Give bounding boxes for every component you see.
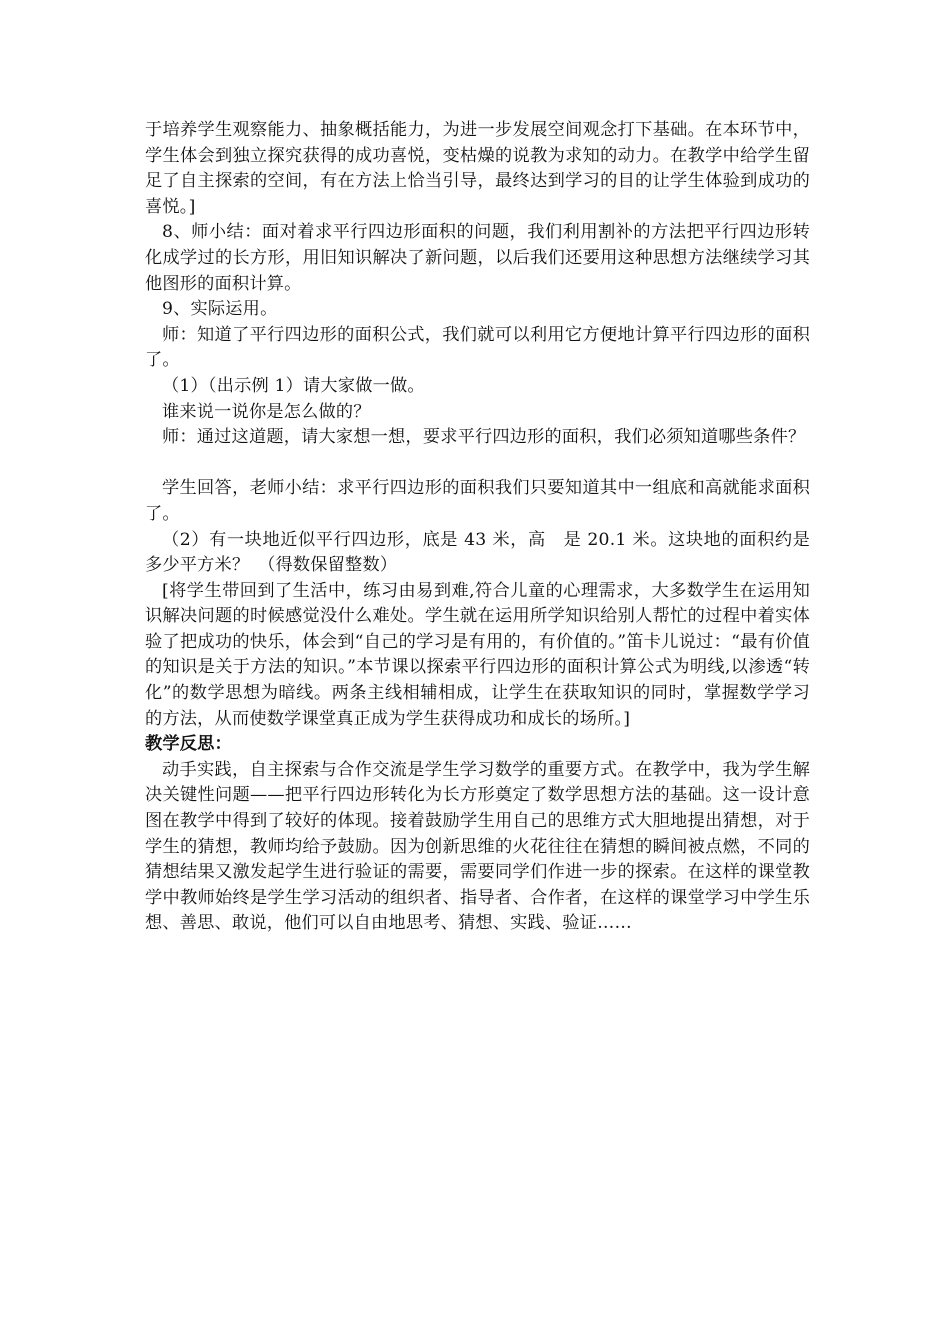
paragraph-practical-application: 9、实际运用。 xyxy=(162,299,278,320)
paragraph-teacher-formula: 师：知道了平行四边形的面积公式，我们就可以利用它方便地计算平行四边形的面积了。 xyxy=(145,324,810,371)
paragraph-exercise-2: （2）有一块地近似平行四边形，底是 43 米，高 是 20.1 米。这块地的面积约是多少平方米？ （得数保留整数） xyxy=(145,529,810,576)
reflection-heading: 教学反思： xyxy=(145,734,232,755)
paragraph-practice-commentary: [将学生带回到了生活中，练习由易到难,符合儿童的心理需求，大多数学生在运用知识解决问题的时候感觉没什么难处。学生就在运用所学知识给别人帮忙的过程中着实体验了把成功的快乐，体会到“自己的学习是有用的，有价值的。”笛卡儿说过：“最有价值的知识是关于方法的知识。”本节课以探索平行四边形的面积计算公式为明线,以渗透“转化”的数学思想为暗线。两条主线相辅相成，让学生在获取知识的同时，掌握数学学习的方法，从而使数学课堂真正成为学生获得成功和成长的场所。] xyxy=(145,580,810,729)
paragraph-teacher-summary: 8、师小结：面对着求平行四边形面积的问题，我们利用割补的方法把平行四边形转化成学过的长方形，用旧知识解决了新问题，以后我们还要用这种思想方法继续学习其他图形的面积计算。 xyxy=(145,222,810,294)
document-page xyxy=(145,118,810,937)
paragraph-example-1: （1）（出示例 1）请大家做一做。 xyxy=(162,375,425,396)
paragraph-who-explains: 谁来说一说你是怎么做的？ xyxy=(162,401,371,422)
paragraph-teacher-question: 师：通过这道题，请大家想一想，要求平行四边形的面积，我们必须知道哪些条件？ xyxy=(162,427,806,448)
paragraph-continued-commentary: 于培养学生观察能力、抽象概括能力，为进一步发展空间观念打下基础。在本环节中，学生体会到独立探究获得的成功喜悦，变枯燥的说教为求知的动力。在教学中给学生留足了自主探索的空间，有在方法上恰当引导，最终达到学习的目的让学生体验到成功的喜悦。] xyxy=(145,120,810,217)
blank-line xyxy=(145,451,810,477)
reflection-body: 动手实践，自主探索与合作交流是学生学习数学的重要方式。在教学中，我为学生解决关键性问题——把平行四边形转化为长方形奠定了数学思想方法的基础。这一设计意图在教学中得到了较好的体现。接着鼓励学生用自己的思维方式大胆地提出猜想，对于学生的猜想，教师均给予鼓励。因为创新思维的火花往往在猜想的瞬间被点燃，不同的猜想结果又激发起学生进行验证的需要，需要同学们作进一步的探索。在这样的课堂教学中教师始终是学生学习活动的组织者、指导者、合作者，在这样的课堂学习中学生乐想、善思、敢说，他们可以自由地思考、猜想、实践、验证…… xyxy=(145,759,810,934)
paragraph-student-answer: 学生回答，老师小结：求平行四边形的面积我们只要知道其中一组底和高就能求面积了。 xyxy=(145,478,810,524)
